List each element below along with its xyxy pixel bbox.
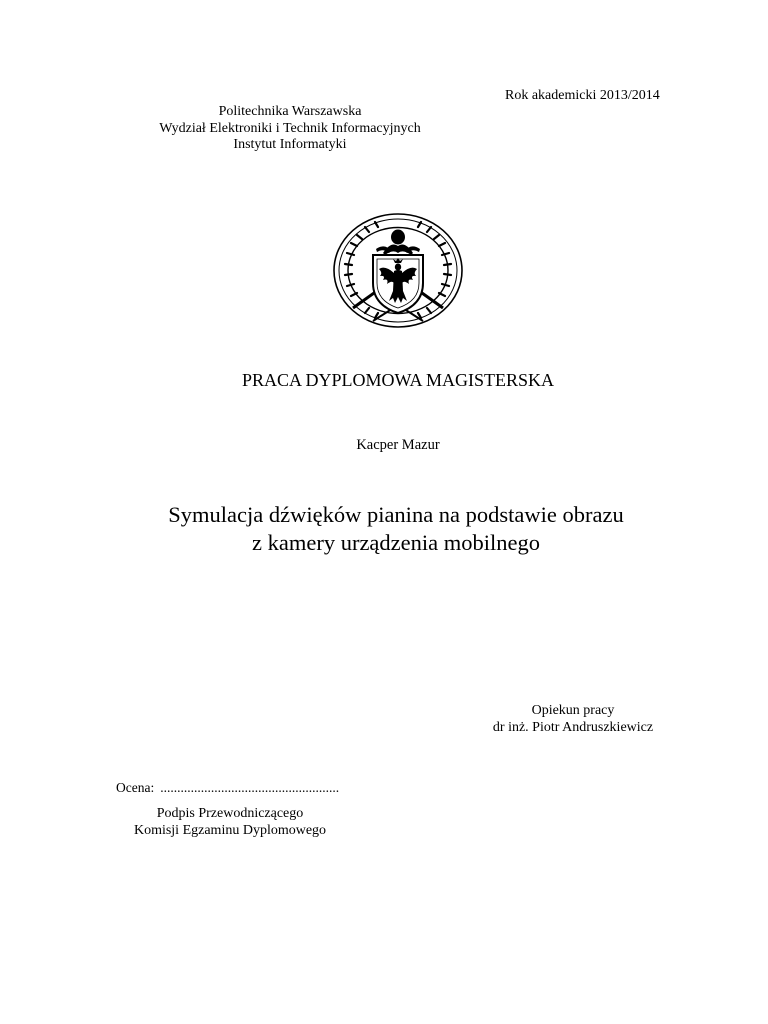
grade-blank: .....................................................	[160, 780, 340, 795]
university-name: Politechnika Warszawska	[218, 104, 362, 119]
faculty-name: Wydział Elektroniki i Technik Informacyjnych	[159, 120, 421, 136]
thesis-title-line-1: Symulacja dźwięków pianina na podstawie obrazu	[168, 502, 624, 527]
signature-line-2: Komisji Egzaminu Dyplomowego	[133, 823, 327, 838]
thesis-type: PRACA DYPLOMOWA MAGISTERSKA	[241, 370, 555, 390]
supervisor-name: dr inż. Piotr Andruszkiewicz	[492, 720, 654, 735]
institute-name: Instytut Informatyki	[233, 137, 347, 152]
supervisor-block	[473, 702, 673, 736]
grade-label: Ocena:	[116, 780, 155, 795]
thesis-title	[0, 501, 768, 557]
author-name: Kacper Mazur	[356, 437, 440, 453]
academic-year: Rok akademicki 2013/2014	[505, 88, 660, 103]
supervisor-label: Opiekun pracy	[531, 703, 615, 718]
signature-block	[110, 805, 350, 839]
signature-line-1: Podpis Przewodniczącego	[156, 806, 304, 821]
institution-block	[80, 104, 500, 154]
thesis-title-line-2: z kamery urządzenia mobilnego	[252, 530, 540, 555]
university-emblem-icon	[333, 213, 463, 328]
grade-line	[116, 780, 339, 796]
